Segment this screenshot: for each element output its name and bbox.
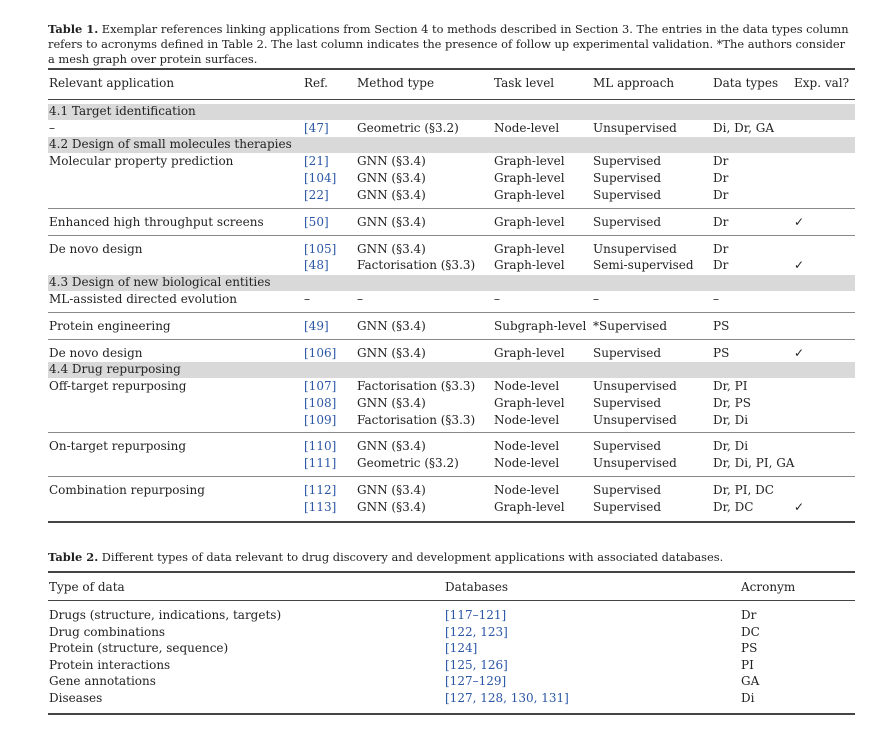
cell-app: De novo design: [49, 346, 143, 360]
cell-acronym: PI: [741, 658, 754, 672]
cell-data: Dr: [713, 242, 729, 256]
cell-acronym: Di: [741, 691, 755, 705]
cell-databases[interactable]: [127–129]: [445, 674, 507, 688]
cell-ref[interactable]: [49]: [304, 319, 329, 333]
cell-ml: Semi-supervised: [593, 258, 694, 272]
table2-header-rule: [48, 600, 855, 601]
cell-ref[interactable]: [106]: [304, 346, 337, 360]
cell-method: GNN (§3.4): [357, 188, 426, 202]
cell-ml: –: [593, 292, 599, 306]
cell-ref[interactable]: [21]: [304, 154, 329, 168]
cell-method: GNN (§3.4): [357, 396, 426, 410]
cell-data: Dr: [713, 188, 729, 202]
cell-acronym: PS: [741, 641, 758, 655]
section-label: 4.2 Design of small molecules therapies: [49, 137, 292, 151]
cell-method: GNN (§3.4): [357, 171, 426, 185]
cell-app: On-target repurposing: [49, 439, 187, 453]
cell-ml: Supervised: [593, 346, 662, 360]
cell-method: GNN (§3.4): [357, 154, 426, 168]
cell-task: Node-level: [494, 121, 560, 135]
cell-method: GNN (§3.4): [357, 483, 426, 497]
cell-app: De novo design: [49, 242, 143, 256]
cell-ref: –: [304, 292, 310, 306]
cell-method: Factorisation (§3.3): [357, 379, 476, 393]
table-row: [48, 413, 855, 430]
cell-task: Graph-level: [494, 258, 565, 272]
cell-method: GNN (§3.4): [357, 500, 426, 514]
cell-acronym: Dr: [741, 608, 757, 622]
section-label: 4.4 Drug repurposing: [49, 362, 181, 376]
cell-task: Node-level: [494, 483, 560, 497]
cell-method: GNN (§3.4): [357, 319, 426, 333]
cell-exp: ✓: [794, 215, 805, 229]
cell-databases[interactable]: [117–121]: [445, 608, 507, 622]
cell-ref[interactable]: [109]: [304, 413, 337, 427]
cell-method: GNN (§3.4): [357, 346, 426, 360]
cell-task: Graph-level: [494, 154, 565, 168]
cell-app: Off-target repurposing: [49, 379, 187, 393]
cell-method: –: [357, 292, 363, 306]
table2-top-rule: [48, 571, 855, 573]
table-row: [48, 500, 855, 517]
cell-exp: ✓: [794, 258, 805, 272]
cell-method: GNN (§3.4): [357, 439, 426, 453]
cell-type: Protein interactions: [49, 658, 171, 672]
table-row: [48, 171, 855, 188]
cell-ml: Unsupervised: [593, 456, 677, 470]
col-header-application: Relevant application: [49, 76, 175, 90]
cell-exp: ✓: [794, 500, 805, 514]
cell-task: Node-level: [494, 439, 560, 453]
table2-bottom-rule: [48, 713, 855, 715]
cell-task: Node-level: [494, 379, 560, 393]
cell-databases[interactable]: [122, 123]: [445, 625, 508, 639]
cell-ref[interactable]: [104]: [304, 171, 337, 185]
col-header-ml: ML approach: [593, 76, 675, 90]
section-header: [48, 362, 855, 378]
cell-method: Geometric (§3.2): [357, 456, 459, 470]
cell-ml: *Supervised: [593, 319, 668, 333]
cell-ml: Unsupervised: [593, 121, 677, 135]
cell-databases[interactable]: [125, 126]: [445, 658, 508, 672]
table-row: [48, 188, 855, 205]
table-row: [48, 319, 855, 336]
cell-data: Dr, Di, PI, GA: [713, 456, 795, 470]
table1-header-row: [48, 76, 855, 93]
table-row: [48, 215, 855, 232]
table-row: [48, 483, 855, 500]
cell-app: Combination repurposing: [49, 483, 205, 497]
cell-type: Diseases: [49, 691, 103, 705]
cell-databases[interactable]: [124]: [445, 641, 478, 655]
col-header-acronym: Acronym: [741, 580, 796, 594]
cell-task: Graph-level: [494, 500, 565, 514]
table2-caption-text: Different types of data relevant to drug discovery and development applications with associated databases.: [101, 550, 724, 564]
cell-ref[interactable]: [107]: [304, 379, 337, 393]
cell-app: –: [49, 121, 55, 135]
col-header-type: Type of data: [49, 580, 125, 594]
table1-caption-label: Table 1.: [48, 22, 99, 36]
cell-type: Protein (structure, sequence): [49, 641, 229, 655]
cell-data: PS: [713, 319, 730, 333]
cell-task: Node-level: [494, 456, 560, 470]
table-row: [48, 121, 855, 138]
cell-data: PS: [713, 346, 730, 360]
cell-app: ML-assisted directed evolution: [49, 292, 237, 306]
cell-task: Subgraph-level: [494, 319, 587, 333]
cell-type: Drugs (structure, indications, targets): [49, 608, 282, 622]
section-header: [48, 104, 855, 120]
cell-ref[interactable]: [110]: [304, 439, 337, 453]
cell-app: Enhanced high throughput screens: [49, 215, 264, 229]
group-separator: [48, 312, 855, 313]
cell-exp: ✓: [794, 346, 805, 360]
cell-task: Graph-level: [494, 346, 565, 360]
col-header-method: Method type: [357, 76, 435, 90]
group-separator: [48, 208, 855, 209]
table1-caption: [48, 22, 855, 66]
group-separator: [48, 432, 855, 433]
cell-databases[interactable]: [127, 128, 130, 131]: [445, 691, 569, 705]
cell-data: Dr, Di: [713, 439, 749, 453]
cell-ref[interactable]: [108]: [304, 396, 337, 410]
cell-data: –: [713, 292, 719, 306]
cell-task: Node-level: [494, 413, 560, 427]
cell-ml: Unsupervised: [593, 242, 677, 256]
cell-task: Graph-level: [494, 396, 565, 410]
cell-data: Dr: [713, 258, 729, 272]
cell-ml: Unsupervised: [593, 413, 677, 427]
group-separator: [48, 476, 855, 477]
table1-caption-text: Exemplar references linking applications from Section 4 to methods described in Section 3. The entries in the data types column refers to acronyms defined in Table 2. The last column indicates the presence of follow up experimental validation. *The authors consider a mesh graph over protein surfaces.: [48, 22, 849, 66]
cell-method: Geometric (§3.2): [357, 121, 459, 135]
cell-ml: Supervised: [593, 396, 662, 410]
cell-data: Dr, PI, DC: [713, 483, 774, 497]
table-row: [48, 379, 855, 396]
table1-bottom-rule: [48, 521, 855, 523]
cell-ml: Unsupervised: [593, 379, 677, 393]
cell-data: Dr, PI: [713, 379, 748, 393]
section-label: 4.1 Target identification: [49, 104, 196, 118]
cell-task: Graph-level: [494, 188, 565, 202]
cell-data: Di, Dr, GA: [713, 121, 775, 135]
table1-top-rule: [48, 68, 855, 70]
cell-ref[interactable]: [105]: [304, 242, 337, 256]
cell-method: Factorisation (§3.3): [357, 258, 476, 272]
cell-ml: Supervised: [593, 188, 662, 202]
cell-data: Dr: [713, 215, 729, 229]
cell-ml: Supervised: [593, 483, 662, 497]
section-label: 4.3 Design of new biological entities: [49, 275, 271, 289]
section-header: [48, 137, 855, 153]
table2-caption-label: Table 2.: [48, 550, 99, 564]
col-header-exp: Exp. val?: [794, 76, 850, 90]
cell-data: Dr, PS: [713, 396, 751, 410]
cell-ref[interactable]: [47]: [304, 121, 329, 135]
cell-ref[interactable]: [48]: [304, 258, 329, 272]
cell-ml: Supervised: [593, 171, 662, 185]
table-row: [48, 439, 855, 456]
table-row: [48, 242, 855, 259]
cell-method: GNN (§3.4): [357, 242, 426, 256]
cell-data: Dr, Di: [713, 413, 749, 427]
col-header-ref: Ref.: [304, 76, 328, 90]
cell-task: Graph-level: [494, 171, 565, 185]
cell-type: Drug combinations: [49, 625, 166, 639]
group-separator: [48, 339, 855, 340]
cell-method: GNN (§3.4): [357, 215, 426, 229]
cell-app: Protein engineering: [49, 319, 171, 333]
cell-method: Factorisation (§3.3): [357, 413, 476, 427]
cell-task: Graph-level: [494, 242, 565, 256]
cell-acronym: GA: [741, 674, 760, 688]
table-row: [48, 292, 855, 309]
cell-ref[interactable]: [111]: [304, 456, 337, 470]
cell-ml: Supervised: [593, 154, 662, 168]
cell-ml: Supervised: [593, 439, 662, 453]
table-row: [48, 258, 855, 275]
cell-ml: Supervised: [593, 215, 662, 229]
header-rule: [48, 99, 855, 100]
cell-data: Dr: [713, 171, 729, 185]
cell-type: Gene annotations: [49, 674, 156, 688]
table-row: [48, 154, 855, 171]
col-header-databases: Databases: [445, 580, 509, 594]
section-header: [48, 275, 855, 291]
cell-data: Dr: [713, 154, 729, 168]
cell-task: Graph-level: [494, 215, 565, 229]
table-row: [48, 346, 855, 363]
cell-app: Molecular property prediction: [49, 154, 234, 168]
cell-ml: Supervised: [593, 500, 662, 514]
table-row: [48, 396, 855, 413]
cell-task: –: [494, 292, 500, 306]
cell-acronym: DC: [741, 625, 760, 639]
cell-ref[interactable]: [112]: [304, 483, 337, 497]
cell-ref[interactable]: [22]: [304, 188, 329, 202]
col-header-data: Data types: [713, 76, 779, 90]
cell-ref[interactable]: [50]: [304, 215, 329, 229]
cell-ref[interactable]: [113]: [304, 500, 337, 514]
col-header-task: Task level: [494, 76, 555, 90]
group-separator: [48, 235, 855, 236]
cell-data: Dr, DC: [713, 500, 754, 514]
table2-caption: [48, 550, 855, 565]
table-row: [48, 456, 855, 473]
